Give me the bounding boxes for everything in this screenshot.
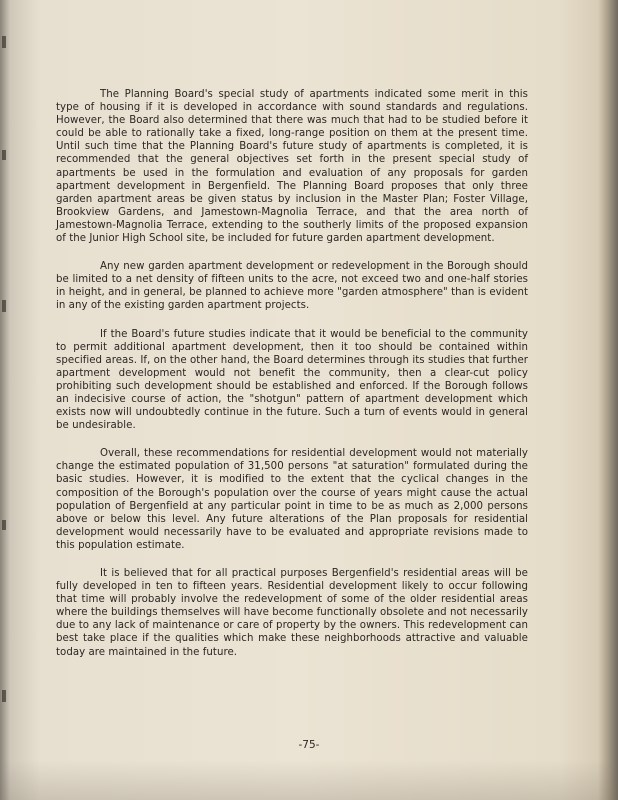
paragraph-population-estimate: Overall, these recommendations for residential development would not materially change the estimated population of 31,500 persons "at saturation" formulated during the basic studies. However, it is modified to the extent that the cyclical changes in the composition of the Borough's population over the course of years might cause the actual population of Bergenfield at any particular point in time to be as much as 2,000 persons above or below this level. Any future alterations of the Plan proposals for residential development would necessarily have to be evaluated and appropriate revisions made to this population estimate.: [56, 448, 528, 551]
paragraph-future-studies: If the Board's future studies indicate that it would be beneficial to the community to permit additional apartment development, then it too should be contained within specified areas. If, on the other hand, the Board determines through its studies that further apartment development would not benefit the community, then a clear-cut policy prohibiting such development should be established and enforced. If the Borough follows an indecisive course of action, the "shotgun" pattern of apartment development which exists now will undoubtedly continue in the future. Such a turn of events would in general be undesirable.: [56, 328, 528, 432]
paragraph-density-limits: Any new garden apartment development or redevelopment in the Borough should be limited to a net density of fifteen units to the acre, not exceed two and one-half stories in height, and in general, be planned to achieve more "garden atmosphere" than is evident in any of the existing garden apartment projects.: [56, 261, 528, 312]
page-number: -75-: [298, 739, 320, 751]
body-text: [56, 88, 528, 674]
paragraph-apartment-study: The Planning Board's special study of apartments indicated some merit in this type of housing if it is developed in accordance with sound standards and regulations. However, the Board also determined that there was much that had to be studied before it could be able to rationally take a fixed, long-range position on them at the present time. Until such time that the Planning Board's future study of apartments is completed, it is recommended that the general objectives set forth in the present special study of apartments be used in the formulation and evaluation of any proposals for garden apartment development in Bergenfield. The Planning Board proposes that only three garden apartment areas be given status by inclusion in the Master Plan; Foster Village, Brookview Gardens, and Jamestown-Magnolia Terrace, and that the area north of Jamestown-Magnolia Terrace, extending to the southerly limits of the proposed expansion of the Junior High School site, be included for future garden apartment development.: [56, 89, 528, 245]
paragraph-redevelopment: It is believed that for all practical purposes Bergenfield's residential areas will be fully developed in ten to fifteen years. Residential development likely to occur following that time will probably involve the redevelopment of some of the older residential areas where the buildings themselves will have become functionally obsolete and not necessarily due to any lack of maintenance or care of property by the owners. This redevelopment can best take place if the qualities which make these neighborhoods attractive and valuable today are maintained in the future.: [56, 568, 528, 658]
